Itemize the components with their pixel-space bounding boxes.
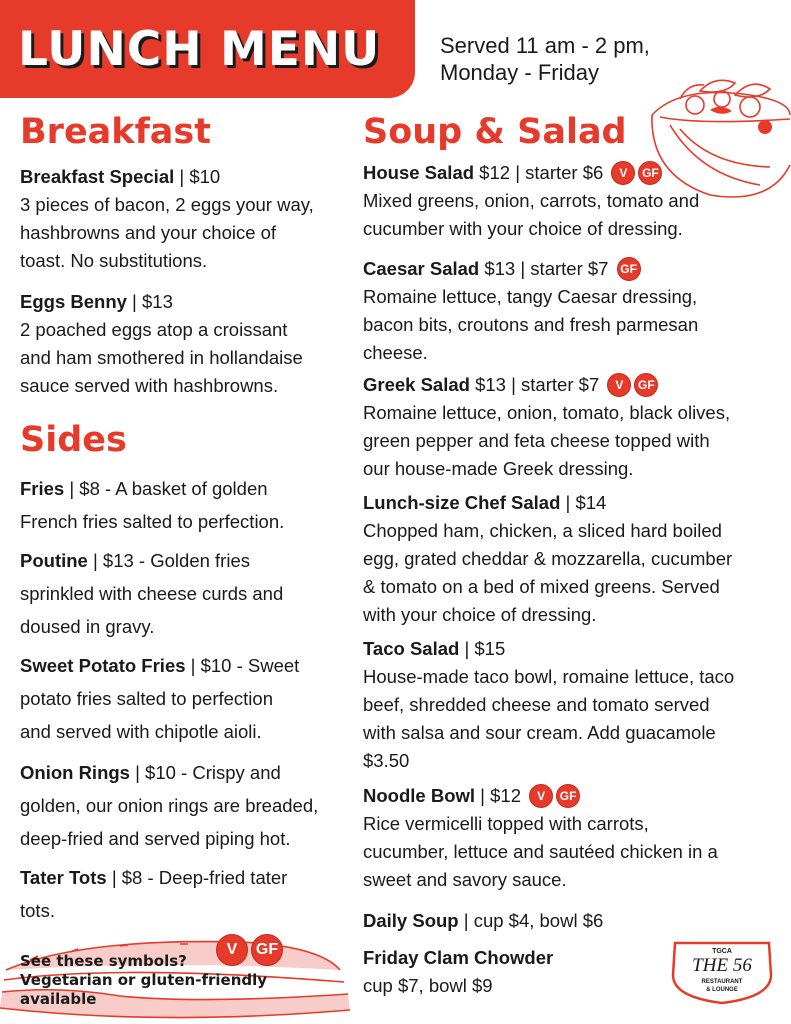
sides-heading: Sides bbox=[20, 420, 127, 460]
item-desc: bacon bits, croutons and fresh parmesan bbox=[363, 314, 699, 335]
item-name: Sweet Potato Fries bbox=[20, 655, 186, 676]
item-desc: cup $7, bowl $9 bbox=[363, 975, 493, 996]
item-desc: House-made taco bowl, romaine lettuce, taco bbox=[363, 666, 735, 687]
menu-item-greek-salad bbox=[363, 371, 730, 483]
item-desc: sauce served with hashbrowns. bbox=[20, 375, 279, 396]
legend-line3: available bbox=[20, 990, 97, 1008]
gluten-friendly-badge-icon: GF bbox=[556, 784, 580, 808]
item-desc: potato fries salted to perfection bbox=[20, 688, 273, 709]
logo-sub-text: RESTAURANT bbox=[701, 979, 743, 985]
item-desc: sprinkled with cheese curds and bbox=[20, 583, 284, 604]
item-desc: 3 pieces of bacon, 2 eggs your way, bbox=[20, 194, 314, 215]
item-desc: Chopped ham, chicken, a sliced hard boiled bbox=[363, 520, 722, 541]
item-desc: cucumber with your choice of dressing. bbox=[363, 218, 683, 239]
item-desc: cheese. bbox=[363, 342, 428, 363]
item-desc: egg, grated cheddar & mozzarella, cucumber bbox=[363, 548, 733, 569]
item-desc: our house-made Greek dressing. bbox=[363, 458, 634, 479]
logo-main-text: THE 56 bbox=[692, 955, 752, 976]
breakfast-heading: Breakfast bbox=[20, 112, 211, 152]
item-desc: Romaine lettuce, onion, tomato, black olives, bbox=[363, 402, 731, 423]
item-name: Caesar Salad bbox=[363, 258, 480, 279]
item-price: | $10 bbox=[174, 166, 221, 187]
item-desc: tots. bbox=[20, 900, 55, 921]
menu-item-onion-rings bbox=[20, 756, 318, 855]
served-hours-line1: Served 11 am - 2 pm, bbox=[440, 33, 650, 58]
item-desc: French fries salted to perfection. bbox=[20, 511, 285, 532]
item-desc: beef, shredded cheese and tomato served bbox=[363, 694, 710, 715]
symbols-legend bbox=[20, 952, 267, 1009]
logo-sub-text-2: & LOUNGE bbox=[706, 987, 738, 993]
menu-item-taco-salad bbox=[363, 635, 734, 775]
item-desc: | $8 - Deep-fried tater bbox=[106, 867, 288, 888]
item-desc: | $8 - A basket of golden bbox=[64, 478, 268, 499]
item-price: | $15 bbox=[459, 638, 506, 659]
menu-item-daily-soup bbox=[363, 907, 603, 935]
served-hours-line2: Monday - Friday bbox=[440, 60, 599, 85]
gluten-friendly-badge-icon: GF bbox=[638, 161, 662, 185]
menu-item-house-salad bbox=[363, 159, 699, 243]
vegetarian-badge-icon: V bbox=[216, 934, 248, 966]
item-desc: | $10 - Sweet bbox=[185, 655, 300, 676]
header-banner bbox=[0, 0, 415, 98]
item-desc: cucumber, lettuce and sautéed chicken in a bbox=[363, 841, 718, 862]
item-price: | $14 bbox=[560, 492, 607, 513]
menu-item-sweet-potato-fries bbox=[20, 649, 299, 748]
restaurant-logo bbox=[667, 935, 777, 1005]
item-desc: sweet and savory sauce. bbox=[363, 869, 567, 890]
item-name: Eggs Benny bbox=[20, 291, 127, 312]
menu-item-clam-chowder bbox=[363, 944, 553, 1000]
item-desc: Mixed greens, onion, carrots, tomato and bbox=[363, 190, 700, 211]
item-desc: Romaine lettuce, tangy Caesar dressing, bbox=[363, 286, 698, 307]
item-name: Lunch-size Chef Salad bbox=[363, 492, 561, 513]
vegetarian-badge-icon: V bbox=[611, 161, 635, 185]
item-name: Poutine bbox=[20, 550, 88, 571]
item-desc: with your choice of dressing. bbox=[363, 604, 597, 625]
legend-line1: See these symbols? bbox=[20, 952, 187, 970]
logo-top-text: TGCA bbox=[712, 948, 732, 955]
menu-item-caesar-salad bbox=[363, 255, 698, 367]
item-desc: golden, our onion rings are breaded, bbox=[20, 795, 319, 816]
item-desc: doused in gravy. bbox=[20, 616, 155, 637]
item-price: $13 | starter $7 bbox=[479, 258, 609, 279]
item-desc: and served with chipotle aioli. bbox=[20, 721, 262, 742]
item-desc: deep-fried and served piping hot. bbox=[20, 828, 291, 849]
item-name: Fries bbox=[20, 478, 65, 499]
menu-item-eggs-benny bbox=[20, 288, 303, 400]
gluten-friendly-badge-icon: GF bbox=[634, 373, 658, 397]
item-desc: with salsa and sour cream. Add guacamole bbox=[363, 722, 716, 743]
served-hours bbox=[440, 32, 650, 86]
menu-item-chef-salad bbox=[363, 489, 732, 629]
item-desc: 2 poached eggs atop a croissant bbox=[20, 319, 288, 340]
menu-item-tater-tots bbox=[20, 861, 287, 927]
item-name: Greek Salad bbox=[363, 374, 470, 395]
item-name: Noodle Bowl bbox=[363, 785, 476, 806]
soup-salad-heading: Soup & Salad bbox=[363, 112, 627, 152]
item-name: Breakfast Special bbox=[20, 166, 175, 187]
item-desc: and ham smothered in hollandaise bbox=[20, 347, 303, 368]
item-name: Onion Rings bbox=[20, 762, 130, 783]
item-price: | cup $4, bowl $6 bbox=[458, 910, 604, 931]
menu-item-fries bbox=[20, 472, 284, 538]
menu-title: LUNCH MENU bbox=[18, 22, 381, 77]
vegetarian-badge-icon: V bbox=[607, 373, 631, 397]
item-desc: green pepper and feta cheese topped with bbox=[363, 430, 710, 451]
item-name: Daily Soup bbox=[363, 910, 459, 931]
item-desc: $3.50 bbox=[363, 750, 410, 771]
menu-item-poutine bbox=[20, 544, 283, 643]
vegetarian-badge-icon: V bbox=[529, 784, 553, 808]
legend-line2: Vegetarian or gluten-friendly bbox=[20, 971, 268, 989]
item-desc: Rice vermicelli topped with carrots, bbox=[363, 813, 649, 834]
gluten-friendly-badge-icon: GF bbox=[251, 934, 283, 966]
item-price: | $12 bbox=[475, 785, 521, 806]
item-name: House Salad bbox=[363, 162, 475, 183]
item-price: | $13 bbox=[126, 291, 173, 312]
item-name: Friday Clam Chowder bbox=[363, 947, 554, 968]
item-price: $12 | starter $6 bbox=[474, 162, 604, 183]
item-name: Tater Tots bbox=[20, 867, 107, 888]
menu-item-breakfast-special bbox=[20, 163, 314, 275]
item-desc: & tomato on a bed of mixed greens. Served bbox=[363, 576, 720, 597]
gluten-friendly-badge-icon: GF bbox=[617, 257, 641, 281]
item-desc: | $10 - Crispy and bbox=[129, 762, 281, 783]
item-desc: hashbrowns and your choice of bbox=[20, 222, 277, 243]
item-desc: | $13 - Golden fries bbox=[87, 550, 250, 571]
menu-item-noodle-bowl bbox=[363, 782, 718, 894]
item-price: $13 | starter $7 bbox=[469, 374, 600, 395]
item-desc: toast. No substitutions. bbox=[20, 250, 208, 271]
item-name: Taco Salad bbox=[363, 638, 460, 659]
